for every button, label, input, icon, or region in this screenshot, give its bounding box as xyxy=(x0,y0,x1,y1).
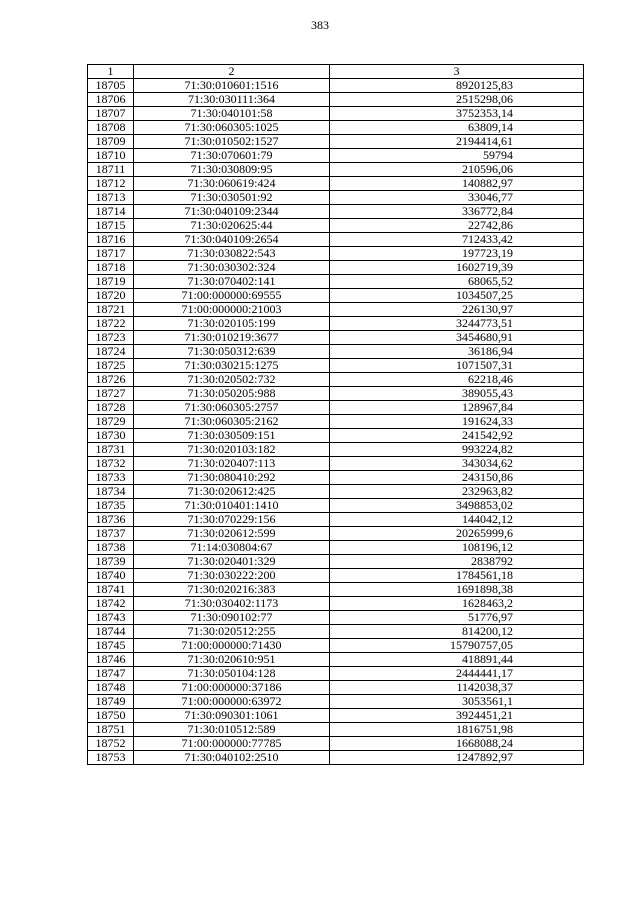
table-row xyxy=(88,709,584,723)
value-cell: 108196,12 xyxy=(330,541,584,555)
cadastral-number-cell: 71:30:020512:255 xyxy=(134,625,330,639)
row-number-cell: 18737 xyxy=(88,527,134,541)
table-row xyxy=(88,723,584,737)
row-number-cell: 18749 xyxy=(88,695,134,709)
row-number-cell: 18708 xyxy=(88,121,134,135)
value-cell: 814200,12 xyxy=(330,625,584,639)
row-number-cell: 18733 xyxy=(88,471,134,485)
cadastral-number-cell: 71:30:030402:1173 xyxy=(134,597,330,611)
table-row xyxy=(88,471,584,485)
table-row xyxy=(88,205,584,219)
value-cell: 712433,42 xyxy=(330,233,584,247)
value-cell: 1784561,18 xyxy=(330,569,584,583)
cadastral-number-cell: 71:30:080410:292 xyxy=(134,471,330,485)
value-cell: 62218,46 xyxy=(330,373,584,387)
table-row xyxy=(88,569,584,583)
cadastral-number-cell: 71:30:010512:589 xyxy=(134,723,330,737)
value-cell: 1816751,98 xyxy=(330,723,584,737)
table-row xyxy=(88,555,584,569)
cadastral-number-cell: 71:00:000000:21003 xyxy=(134,303,330,317)
value-cell: 20265999,6 xyxy=(330,527,584,541)
row-number-cell: 18738 xyxy=(88,541,134,555)
table-row xyxy=(88,429,584,443)
row-number-cell: 18743 xyxy=(88,611,134,625)
row-number-cell: 18740 xyxy=(88,569,134,583)
cadastral-number-cell: 71:30:070402:141 xyxy=(134,275,330,289)
value-cell: 2515298,06 xyxy=(330,93,584,107)
cadastral-number-cell: 71:30:040102:2510 xyxy=(134,751,330,765)
cadastral-number-cell: 71:30:010219:3677 xyxy=(134,331,330,345)
value-cell: 241542,92 xyxy=(330,429,584,443)
cadastral-number-cell: 71:30:050104:128 xyxy=(134,667,330,681)
value-cell: 128967,84 xyxy=(330,401,584,415)
value-cell: 2838792 xyxy=(330,555,584,569)
row-number-cell: 18752 xyxy=(88,737,134,751)
cadastral-number-cell: 71:00:000000:77785 xyxy=(134,737,330,751)
row-number-cell: 18714 xyxy=(88,205,134,219)
cadastral-number-cell: 71:00:000000:63972 xyxy=(134,695,330,709)
row-number-cell: 18748 xyxy=(88,681,134,695)
value-cell: 226130,97 xyxy=(330,303,584,317)
row-number-cell: 18730 xyxy=(88,429,134,443)
cadastral-number-cell: 71:30:030111:364 xyxy=(134,93,330,107)
row-number-cell: 18747 xyxy=(88,667,134,681)
cadastral-number-cell: 71:30:050312:639 xyxy=(134,345,330,359)
value-cell: 1247892,97 xyxy=(330,751,584,765)
value-cell: 1071507,31 xyxy=(330,359,584,373)
row-number-cell: 18732 xyxy=(88,457,134,471)
row-number-cell: 18736 xyxy=(88,513,134,527)
cadastral-number-cell: 71:30:060305:2757 xyxy=(134,401,330,415)
table-row xyxy=(88,345,584,359)
table-row xyxy=(88,597,584,611)
cadastral-number-cell: 71:30:040101:58 xyxy=(134,107,330,121)
table-row xyxy=(88,401,584,415)
value-cell: 336772,84 xyxy=(330,205,584,219)
row-number-cell: 18750 xyxy=(88,709,134,723)
value-cell: 1034507,25 xyxy=(330,289,584,303)
cadastral-number-cell: 71:30:030809:95 xyxy=(134,163,330,177)
cadastral-number-cell: 71:30:060619:424 xyxy=(134,177,330,191)
cadastral-number-cell: 71:30:040109:2344 xyxy=(134,205,330,219)
cadastral-number-cell: 71:30:020103:182 xyxy=(134,443,330,457)
value-cell: 63809,14 xyxy=(330,121,584,135)
value-cell: 343034,62 xyxy=(330,457,584,471)
value-cell: 243150,86 xyxy=(330,471,584,485)
row-number-cell: 18739 xyxy=(88,555,134,569)
table-row xyxy=(88,499,584,513)
value-cell: 1602719,39 xyxy=(330,261,584,275)
cadastral-number-cell: 71:30:030822:543 xyxy=(134,247,330,261)
table-row xyxy=(88,121,584,135)
cadastral-number-cell: 71:30:030509:151 xyxy=(134,429,330,443)
value-cell: 418891,44 xyxy=(330,653,584,667)
value-cell: 8920125,83 xyxy=(330,79,584,93)
value-cell: 1628463,2 xyxy=(330,597,584,611)
row-number-cell: 18731 xyxy=(88,443,134,457)
cadastral-number-cell: 71:30:060305:1025 xyxy=(134,121,330,135)
table-row xyxy=(88,149,584,163)
table-row xyxy=(88,611,584,625)
row-number-cell: 18719 xyxy=(88,275,134,289)
value-cell: 389055,43 xyxy=(330,387,584,401)
table-row xyxy=(88,93,584,107)
value-cell: 144042,12 xyxy=(330,513,584,527)
data-table xyxy=(87,64,584,765)
table-row xyxy=(88,289,584,303)
cadastral-number-cell: 71:30:070229:156 xyxy=(134,513,330,527)
page-number: 383 xyxy=(311,18,329,32)
value-cell: 33046,77 xyxy=(330,191,584,205)
value-cell: 15790757,05 xyxy=(330,639,584,653)
cadastral-number-cell: 71:30:010401:1410 xyxy=(134,499,330,513)
cadastral-number-cell: 71:00:000000:37186 xyxy=(134,681,330,695)
table-row xyxy=(88,625,584,639)
row-number-cell: 18707 xyxy=(88,107,134,121)
cadastral-number-cell: 71:30:010601:1516 xyxy=(134,79,330,93)
value-cell: 3244773,51 xyxy=(330,317,584,331)
table-row xyxy=(88,317,584,331)
cadastral-number-cell: 71:30:030215:1275 xyxy=(134,359,330,373)
cadastral-number-cell: 71:14:030804:67 xyxy=(134,541,330,555)
table-row xyxy=(88,681,584,695)
row-number-cell: 18753 xyxy=(88,751,134,765)
value-cell: 191624,33 xyxy=(330,415,584,429)
cadastral-number-cell: 71:30:030501:92 xyxy=(134,191,330,205)
cadastral-number-cell: 71:30:040109:2654 xyxy=(134,233,330,247)
row-number-cell: 18751 xyxy=(88,723,134,737)
table-row xyxy=(88,191,584,205)
cadastral-number-cell: 71:30:070601:79 xyxy=(134,149,330,163)
table-row xyxy=(88,737,584,751)
row-number-cell: 18744 xyxy=(88,625,134,639)
row-number-cell: 18705 xyxy=(88,79,134,93)
table-row xyxy=(88,513,584,527)
value-cell: 1142038,37 xyxy=(330,681,584,695)
cadastral-number-cell: 71:30:020216:383 xyxy=(134,583,330,597)
value-cell: 3053561,1 xyxy=(330,695,584,709)
cadastral-number-cell: 71:30:020502:732 xyxy=(134,373,330,387)
table-row xyxy=(88,331,584,345)
row-number-cell: 18716 xyxy=(88,233,134,247)
cadastral-number-cell: 71:30:050205:988 xyxy=(134,387,330,401)
table-row xyxy=(88,457,584,471)
table-row xyxy=(88,359,584,373)
table-row xyxy=(88,219,584,233)
value-cell: 2444441,17 xyxy=(330,667,584,681)
table-row xyxy=(88,275,584,289)
row-number-cell: 18729 xyxy=(88,415,134,429)
column-header-2: 2 xyxy=(134,65,330,79)
row-number-cell: 18735 xyxy=(88,499,134,513)
table-row xyxy=(88,653,584,667)
row-number-cell: 18723 xyxy=(88,331,134,345)
table-row xyxy=(88,177,584,191)
value-cell: 2194414,61 xyxy=(330,135,584,149)
value-cell: 3752353,14 xyxy=(330,107,584,121)
column-header-3: 3 xyxy=(330,65,584,79)
cadastral-number-cell: 71:30:020610:951 xyxy=(134,653,330,667)
cadastral-number-cell: 71:30:020612:599 xyxy=(134,527,330,541)
table-row xyxy=(88,107,584,121)
row-number-cell: 18715 xyxy=(88,219,134,233)
row-number-cell: 18711 xyxy=(88,163,134,177)
value-cell: 3498853,02 xyxy=(330,499,584,513)
row-number-cell: 18710 xyxy=(88,149,134,163)
row-number-cell: 18717 xyxy=(88,247,134,261)
value-cell: 51776,97 xyxy=(330,611,584,625)
value-cell: 197723,19 xyxy=(330,247,584,261)
value-cell: 3924451,21 xyxy=(330,709,584,723)
row-number-cell: 18726 xyxy=(88,373,134,387)
column-header-1: 1 xyxy=(88,65,134,79)
cadastral-number-cell: 71:30:030302:324 xyxy=(134,261,330,275)
table-row xyxy=(88,415,584,429)
cadastral-number-cell: 71:30:090301:1061 xyxy=(134,709,330,723)
table-row xyxy=(88,541,584,555)
table-row xyxy=(88,485,584,499)
table-row xyxy=(88,667,584,681)
row-number-cell: 18706 xyxy=(88,93,134,107)
cadastral-number-cell: 71:30:020407:113 xyxy=(134,457,330,471)
row-number-cell: 18722 xyxy=(88,317,134,331)
value-cell: 210596,06 xyxy=(330,163,584,177)
table-row xyxy=(88,373,584,387)
table-body xyxy=(88,79,584,765)
table-row xyxy=(88,135,584,149)
row-number-cell: 18745 xyxy=(88,639,134,653)
table-row xyxy=(88,583,584,597)
row-number-cell: 18713 xyxy=(88,191,134,205)
cadastral-number-cell: 71:30:020105:199 xyxy=(134,317,330,331)
value-cell: 232963,82 xyxy=(330,485,584,499)
table-row xyxy=(88,527,584,541)
value-cell: 1668088,24 xyxy=(330,737,584,751)
value-cell: 36186,94 xyxy=(330,345,584,359)
value-cell: 993224,82 xyxy=(330,443,584,457)
table-row xyxy=(88,233,584,247)
table-row xyxy=(88,387,584,401)
table-row xyxy=(88,695,584,709)
cadastral-number-cell: 71:30:020401:329 xyxy=(134,555,330,569)
cadastral-number-cell: 71:00:000000:69555 xyxy=(134,289,330,303)
cadastral-number-cell: 71:30:060305:2162 xyxy=(134,415,330,429)
cadastral-number-cell: 71:30:020612:425 xyxy=(134,485,330,499)
table-row xyxy=(88,261,584,275)
value-cell: 3454680,91 xyxy=(330,331,584,345)
table-row xyxy=(88,163,584,177)
row-number-cell: 18724 xyxy=(88,345,134,359)
table-row xyxy=(88,79,584,93)
row-number-cell: 18746 xyxy=(88,653,134,667)
value-cell: 1691898,38 xyxy=(330,583,584,597)
table-row xyxy=(88,303,584,317)
row-number-cell: 18721 xyxy=(88,303,134,317)
cadastral-number-cell: 71:30:020625:44 xyxy=(134,219,330,233)
value-cell: 59794 xyxy=(330,149,584,163)
row-number-cell: 18734 xyxy=(88,485,134,499)
table-row xyxy=(88,751,584,765)
cadastral-number-cell: 71:30:030222:200 xyxy=(134,569,330,583)
cadastral-number-cell: 71:00:000000:71430 xyxy=(134,639,330,653)
value-cell: 22742,86 xyxy=(330,219,584,233)
row-number-cell: 18720 xyxy=(88,289,134,303)
table-header-row xyxy=(88,65,584,79)
row-number-cell: 18727 xyxy=(88,387,134,401)
row-number-cell: 18728 xyxy=(88,401,134,415)
table-row xyxy=(88,443,584,457)
row-number-cell: 18742 xyxy=(88,597,134,611)
row-number-cell: 18712 xyxy=(88,177,134,191)
row-number-cell: 18718 xyxy=(88,261,134,275)
cadastral-number-cell: 71:30:090102:77 xyxy=(134,611,330,625)
value-cell: 68065,52 xyxy=(330,275,584,289)
table-row xyxy=(88,639,584,653)
table-row xyxy=(88,247,584,261)
row-number-cell: 18725 xyxy=(88,359,134,373)
cadastral-number-cell: 71:30:010502:1527 xyxy=(134,135,330,149)
row-number-cell: 18741 xyxy=(88,583,134,597)
value-cell: 140882,97 xyxy=(330,177,584,191)
row-number-cell: 18709 xyxy=(88,135,134,149)
